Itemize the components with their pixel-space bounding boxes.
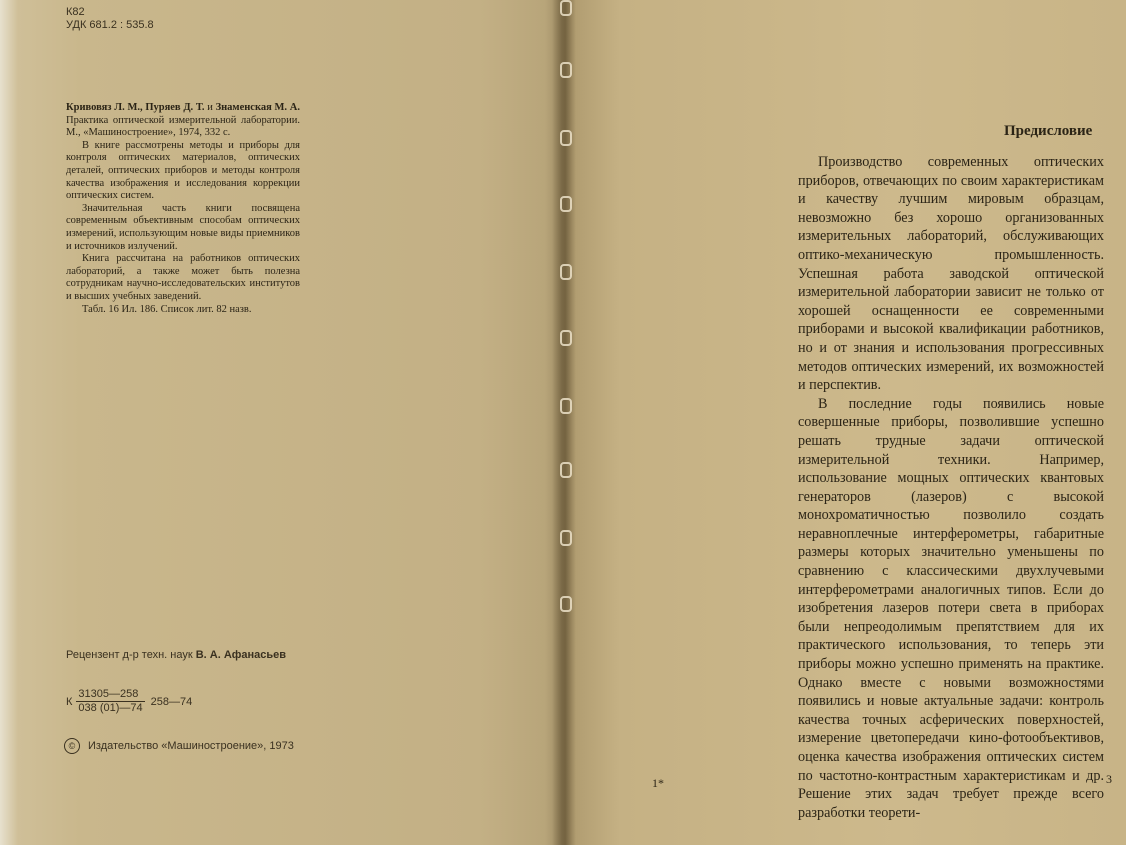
bibliographic-annotation [66,102,300,316]
binding-stitch [560,196,572,212]
binding-stitch [560,530,572,546]
binding-stitch [560,130,572,146]
preface-heading: Предисловие [1004,123,1093,139]
code-fraction [76,688,144,715]
binding-stitch [560,330,572,346]
binding-stitch [560,398,572,414]
udk-line: УДК 681.2 : 535.8 [66,19,154,31]
citation-author3: Знаменская М. А. [215,102,300,113]
abstract-paragraph: Табл. 16 Ил. 186. Список лит. 82 назв. [82,303,252,315]
udk-block [66,6,154,32]
code-denominator: 038 (01)—74 [78,702,143,714]
udk-line: К82 [66,6,85,18]
catalog-code [66,688,192,715]
preface-paragraph: В последние годы появились новые совершенные приборы, позволившие успешно решать трудные задачи оптической измерительной техники. Например, использование мощных оптических квантовых генераторов (лазеров) с высокой монохроматичностью позволило создать неравноплечные интерферометры, габаритные размеры которых значительно уменьшены по сравнению с классическими двухлучевыми интерферометрами аналогичных типов. Если до изобретения лазеров потери света в приборах были непреодолимым препятствием для их практического использования, то теперь эти приборы можно успешно применять на практике. Однако вместе с новыми возможностями появились и новые актуальные задачи: контроль качества точных асферических поверхностей, измерение цветопередачи кино-фотообъективов, оценка качества изображения оптических систем по частотно-контрастным характеристикам и др. Решение этих задач требует прежде всего разработки теорети- [798,395,1104,821]
reviewer-line [66,649,286,661]
binding-stitch [560,596,572,612]
binding-stitch [560,62,572,78]
citation [66,102,300,140]
copyright-line [64,738,294,754]
preface-body [798,153,1104,822]
code-numerator: 31305—258 [76,688,144,702]
binding-stitch [560,264,572,280]
citation-and: и [204,102,216,113]
abstract-paragraph: Значительная часть книги посвящена современным объективным способам оптических измерений, использующим новые виды приемников и источников излучений. [66,202,300,252]
preface-paragraph: Производство современных оптических приборов, отвечающих по своим характеристикам и качеству лучшим мировым образцам, невозможно без хорошо организованных измерительных лабораторий, обслуживающих оптико-механическую промышленность. Успешная работа заводской оптической измерительной лаборатории зависит не только от хорошей оснащенности ее современными приборами и высокой квалификации работников, но и от знания и использования прогрессивных методов оптических измерений, их возможностей и перспектив. [798,154,1104,394]
signature-mark: 1* [652,776,664,790]
copyright-text: Издательство «Машиностроение», 1973 [88,740,294,752]
binding-stitch [560,462,572,478]
reviewer-prefix: Рецензент д-р техн. наук [66,649,196,661]
reviewer-name: В. А. Афанасьев [195,649,287,661]
code-letter: К [66,695,73,708]
code-suffix: 258—74 [150,695,193,708]
binding-stitch [560,0,572,16]
abstract-paragraph: В книге рассмотрены методы и приборы для контроля оптических материалов, оптических деталей, оптических приборов и методы контроля качества изображения и исследования коррекции оптических систем. [66,139,300,202]
abstract-paragraph: Книга рассчитана на работников оптических лабораторий, а также может быть полезна сотрудникам научно-исследовательских институтов и высших учебных заведений. [66,253,300,302]
copyright-icon: © [64,738,80,754]
citation-rest: Практика оптической измерительной лаборатории. М., «Машиностроение», 1974, 332 с. [66,114,300,139]
page-number: 3 [1106,772,1112,786]
citation-authors: Кривовяз Л. М., Пуряев Д. Т. [66,102,205,113]
